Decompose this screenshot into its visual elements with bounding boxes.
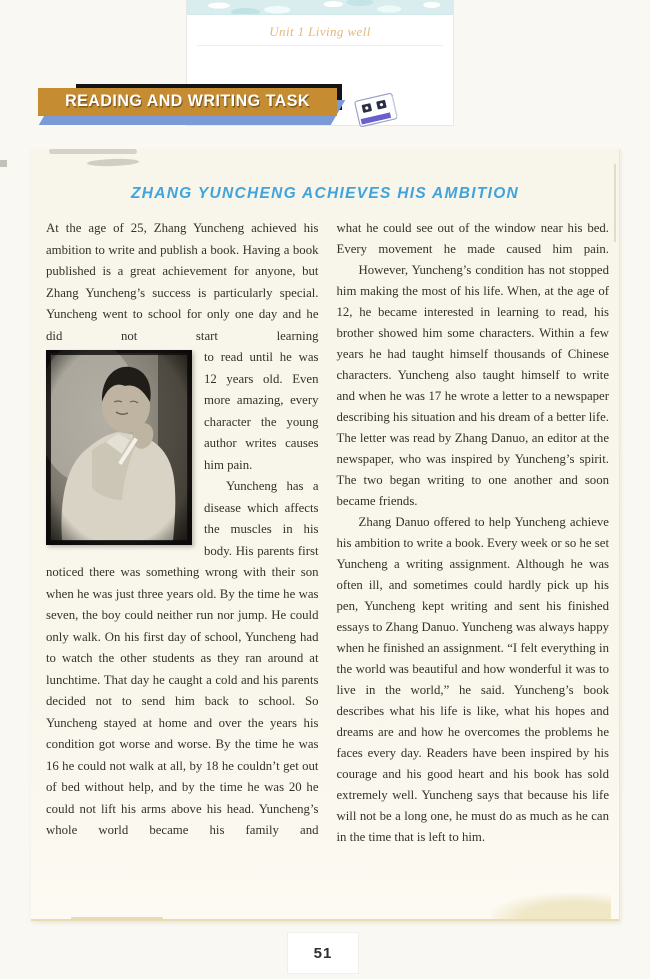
paragraph: what he could see out of the window near his bed. Every movement he made caused him pain.: [336, 221, 609, 256]
paragraph: Yuncheng has a disease which affects the muscles in his body. His parents first noticed there was something wrong with their son when he was just three years old. By the time he was seven, the boy could neither run nor jump. He could only walk. On his first day of school, Yuncheng had to watch the other students as they ran around at lunchtime. That day he caught a cold and his parents decided not to send him back to school. So Yuncheng stayed at home and over the years his condition got worse and worse. By the time he was 16 he could not walk at all, by 18 he couldn’t get out of bed without help, and by the time he was 20 he could not lift his arms above his head. Yuncheng’s whole world became his family and: [46, 479, 319, 837]
article-title: ZHANG YUNCHENG ACHIEVES HIS AMBITION: [130, 185, 520, 202]
unit-label: Unit 1 Living well: [269, 24, 371, 39]
unit-header-texture: [187, 0, 453, 15]
page-edge-stain: [71, 917, 163, 920]
paragraph: to read until he was 12 years old. Even more amazing, every character the young author writes causes him pain.: [204, 350, 319, 472]
page-number: 51: [313, 944, 333, 962]
article-photo: [46, 350, 192, 545]
right-column: [337, 218, 610, 848]
scan-smudge: [49, 149, 137, 154]
paragraph: At the age of 25, Zhang Yuncheng achieved his ambition to write and publish a book. Having a book published is a great achievement for anyone, but Zhang Yuncheng’s success is particularly special. Yuncheng went to school for only one day and he did not start learning: [46, 221, 319, 343]
banner-title-bar: [38, 88, 337, 116]
paragraph: Zhang Danuo offered to help Yuncheng achieve his ambition to write a book. Every week or so he set Yuncheng a writing assignment. Although he was often ill, and sometimes could hardly pick up his pen, Yuncheng kept writing and sent his finished essays to Zhang Danuo. Yuncheng was always happy when he finished an assignment. “I felt everything in the world was beautiful and how wonderful it was to live in the world,” he said. Yuncheng’s book describes what his life is like, what his hopes and dreams are and how he overcomes the problems he faces every day. Readers have been inspired by his courage and his good heart and his book has sold extremely well. Yuncheng says that because his life will not be a long one, he must do as much as he can in the time that is left to him.: [336, 515, 609, 844]
article-page: [31, 149, 620, 921]
cassette-tape-icon: [352, 90, 400, 130]
scan-smudge: [87, 158, 139, 167]
left-column: [46, 218, 319, 848]
section-title: READING AND WRITING TASK: [65, 92, 310, 111]
page-number-box: [287, 932, 359, 974]
paragraph: However, Yuncheng’s condition has not stopped him making the most of his life. When, at the age of 12, he became interested in learning to read, his brother showed him some characters. Within a few years he had taught himself thousands of Chinese characters. Yuncheng also taught himself to write and when he was 17 he wrote a letter to a newspaper describing his situation and his dream of a better life. The letter was read by Zhang Danuo, an editor at the newspaper, who was inspired by Yuncheng’s spirit. The two began writing to one another and soon became friends.: [336, 263, 609, 508]
page-crease: [614, 164, 616, 242]
scan-edge-mark: [0, 160, 7, 167]
article-columns: [31, 218, 619, 848]
unit-header-rule: [197, 45, 443, 46]
